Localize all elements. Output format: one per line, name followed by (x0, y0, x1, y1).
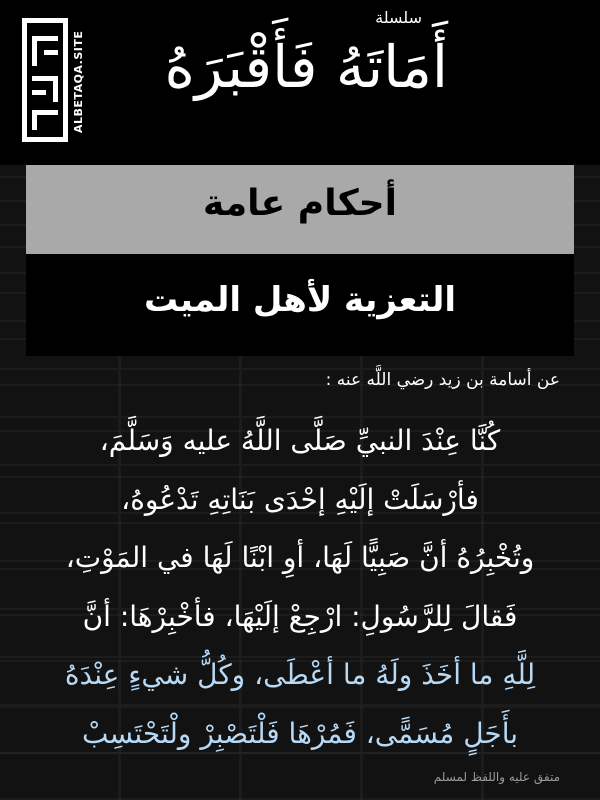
section-band (26, 165, 574, 254)
hadith-line: وتُخْبِرُهُ أنَّ صَبِيًّا لَهَا، أوِ ابْنًا لَهَا في المَوْتِ، (65, 541, 535, 574)
site-logo (8, 6, 100, 156)
section-title: أحكام عامة (203, 183, 397, 224)
series-title: أَمَاتَهُ فَأَقْبَرَهُ (164, 33, 448, 101)
hadith-line: فَقالَ لِلرَّسُولِ: ارْجِعْ إلَيْهَا، فأخْبِرْهَا: أنَّ (82, 599, 518, 633)
hadith-line: فأرْسَلَتْ إلَيْهِ إحْدَى بَنَاتِهِ تَدْعُوهُ، (121, 482, 479, 516)
hadith-text (30, 412, 570, 763)
series-label: سلسلة (375, 8, 422, 27)
logo-text: ALBETAQA.SITE (72, 30, 85, 134)
topic-band (26, 254, 574, 356)
hadith-line: كُنَّا عِنْدَ النبيِّ صَلَّى اللَّهُ عليه وَسَلَّمَ، (99, 424, 501, 457)
hadith-line-highlight: بأَجَلٍ مُسَمًّى، فَمُرْهَا فَلْتَصْبِرْ ولْتَحْتَسِبْ (81, 716, 519, 750)
header (0, 0, 600, 165)
topic-title: التعزية لأهل الميت (143, 280, 457, 320)
hadith-line-highlight: لِلَّهِ ما أخَذَ ولَهُ ما أعْطَى، وكُلُّ شيءٍ عِنْدَهُ (64, 658, 536, 691)
hadith-source: متفق عليه واللفظ لمسلم (433, 770, 560, 784)
hadith-narrator: عن أسامة بن زيد رضي اللَّه عنه : (325, 370, 560, 390)
